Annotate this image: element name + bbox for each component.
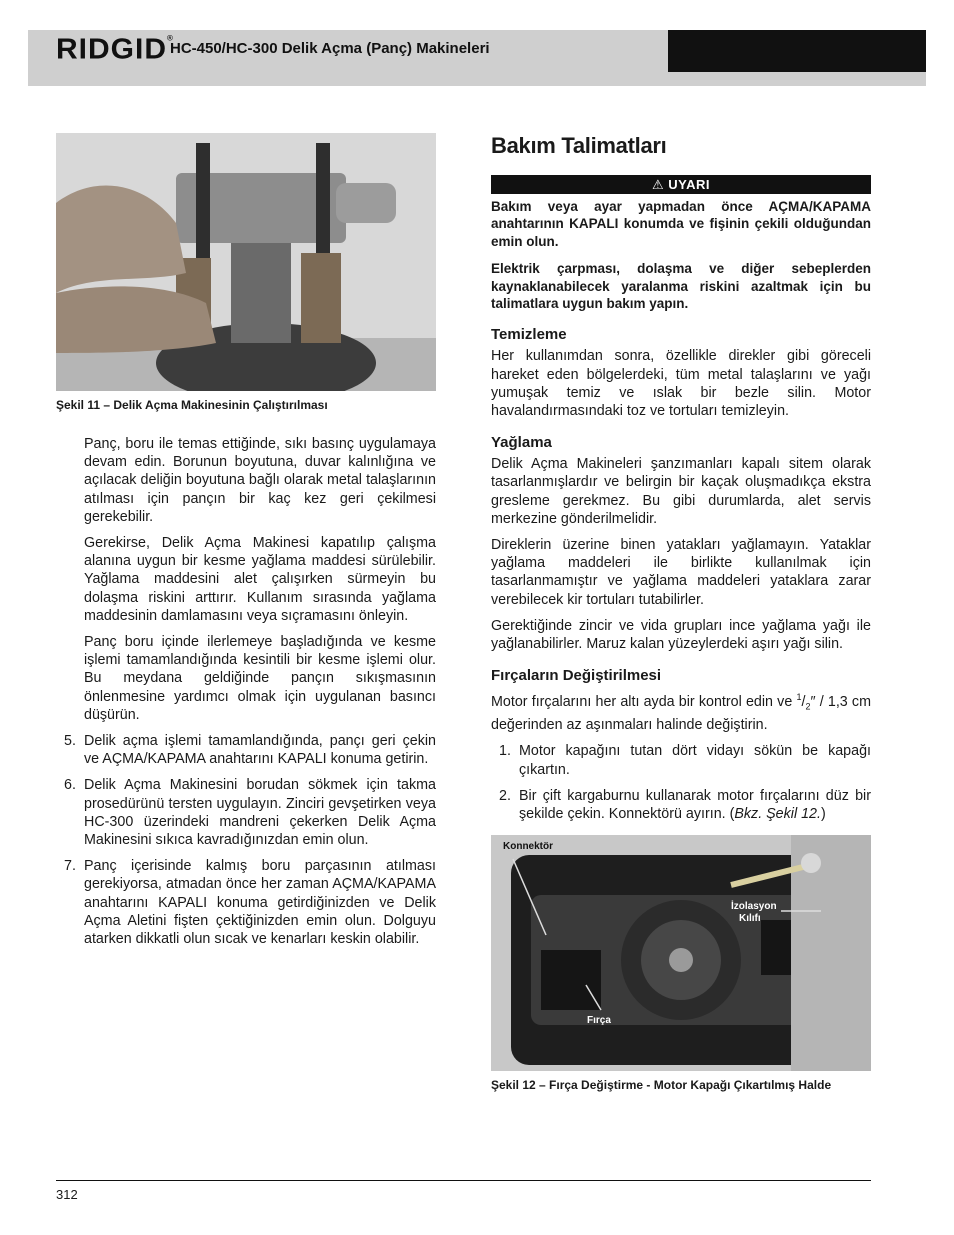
list-item: 2. Bir çift kargaburnu kullanarak motor fırçalarını düz bir şekilde çekin. Konnektörü ayırın. (Bkz. Şekil 12.)	[499, 787, 871, 822]
lubrication-heading: Yağlama	[491, 434, 552, 452]
footer-rule	[56, 1180, 871, 1181]
figure-12-photo	[491, 835, 871, 1071]
motor-brush-photo-illustration	[491, 835, 871, 1071]
hole-cutter-photo-illustration	[56, 133, 436, 391]
list-item: 7. Panç içerisinde kalmış boru parçasının atılması gerekiyorsa, atmadan önce her zaman AÇMA/KAPAMA anahtarını KAPALI konuma getirdiğinizden ve Delik Açma Aletini fişten çektiğinizden emin olun. Dolguyu atarken dikkatli olun sıcak ve kenarları keskin olabilir.	[64, 858, 436, 948]
left-column	[56, 133, 436, 956]
paragraph: Motor fırçalarını her altı ayda bir kontrol edin ve $^1/_2'' / 1,3$ cm değerinden az aşınmaları halinde değiştirin.	[491, 692, 871, 734]
brush-steps	[491, 742, 871, 823]
label-insulation-1: İzolasyon	[731, 901, 777, 913]
warning-text: Bakım veya ayar yapmadan önce AÇMA/KAPAMA anahtarının KAPALI konumda ve fişinin çekili olduğundan emin olun.	[491, 199, 871, 249]
page-number: 312	[56, 1187, 78, 1202]
figure-11-caption: Şekil 11 – Delik Açma Makinesinin Çalıştırılması	[56, 398, 328, 412]
list-item: 5. Delik açma işlemi tamamlandığında, pançı geri çekin ve AÇMA/KAPAMA anahtarını KAPALI konuma getirin.	[64, 733, 436, 768]
brush-replacement-heading: Fırçaların Değiştirilmesi	[491, 667, 662, 685]
label-connector: Konnektör	[503, 841, 553, 853]
warning-bar: ⚠ UYARI	[491, 175, 871, 194]
paragraph: Panç, boru ile temas ettiğinde, sıkı basınç uygulamaya devam edin. Borunun boyutuna, duvar kalınlığına ve açılacak deliğin boyutuna bağlı olarak metal talaşlarının atılması için pançın bir kaç kez geri çekilmesi gerekebilir.	[84, 436, 436, 525]
warning-text: Elektrik çarpması, dolaşma ve diğer sebeplerden kaynaklanabilecek yaralanma riskini azaltmak için bu talimatlara uygun bakım yapın.	[491, 261, 871, 312]
figure-11-photo	[56, 133, 436, 391]
paragraph: Gerekirse, Delik Açma Makinesi kapatılıp çalışma alanına uygun bir kesme yağlama maddesi sürülebilir. Yağlama maddesini alet çalışırken sürmeyin bu dolaşma riskini arttırır. Kullanım sırasında yağlama maddesinin damlamasını veya sıçramasını önleyin.	[84, 535, 436, 624]
list-item: 1. Motor kapağını tutan dört vidayı sökün be kapağı çıkartın.	[499, 743, 871, 778]
ridgid-logo: RIDGID®	[56, 33, 174, 66]
operation-steps	[56, 732, 436, 948]
paragraph: Panç boru içinde ilerlemeye başladığında ve kesme işlemi tamamlandığında kesintili bir kesme işlemi olur. Bu meydana geldiğinde pançın sıkışmasının önlenmesine yardımcı olmak için uygulanan basıncı düşürün.	[84, 634, 436, 723]
paragraph: Delik Açma Makineleri şanzımanları kapalı sitem olarak tasarlanmışlardır ve belirgin bir kaçak oluşmadıkça ekstra gresleme gerekmez. Bu gibi durumlarda, alet servis merkezine gönderilmelidir.	[491, 456, 871, 527]
cleaning-heading: Temizleme	[491, 326, 567, 344]
section-title: Bakım Talimatları	[491, 133, 667, 158]
figure-12-caption: Şekil 12 – Fırça Değiştirme - Motor Kapağı Çıkartılmış Halde	[491, 1078, 832, 1093]
paragraph: Her kullanımdan sonra, özellikle direkler gibi göreceli hareket eden bölgelerdeki, tüm metal talaşlarını ve yağı yumuşak temiz ve ıslak bir bezle silin. Motor havalandırmasındaki toz ve tortuları temizleyin.	[491, 348, 871, 420]
document-title: HC-450/HC-300 Delik Açma (Panç) Makineleri	[170, 40, 490, 57]
list-item: 6. Delik Açma Makinesini borudan sökmek için takma prosedürünü tersten uygulayın. Zinciri gevşetirken veya HC-300 üzerindeki mandreni çekerken Delik Açma Makinesini sıkıca kavradığınızdan emin olun.	[64, 777, 436, 849]
header-black-block	[668, 30, 926, 72]
left-body	[56, 435, 436, 724]
label-brush: Fırça	[587, 1015, 611, 1027]
paragraph: Direklerin üzerine binen yatakları yağlamayın. Yataklar yağlama maddeleri ile birlikte kullanılmak için tasarlanmamıştır ve yağlama maddeleri yataklara zarar verebilecek kir tortuları tutabilirler.	[491, 537, 871, 608]
paragraph: Gerektiğinde zincir ve vida grupları ince yağlama yağı ile yağlanabilirler. Maruz kalan yüzeylerdeki aşırı yağı silin.	[491, 617, 871, 653]
header-underband	[28, 72, 926, 86]
label-insulation-2: Kılıfı	[739, 913, 761, 925]
right-column	[491, 133, 871, 1093]
